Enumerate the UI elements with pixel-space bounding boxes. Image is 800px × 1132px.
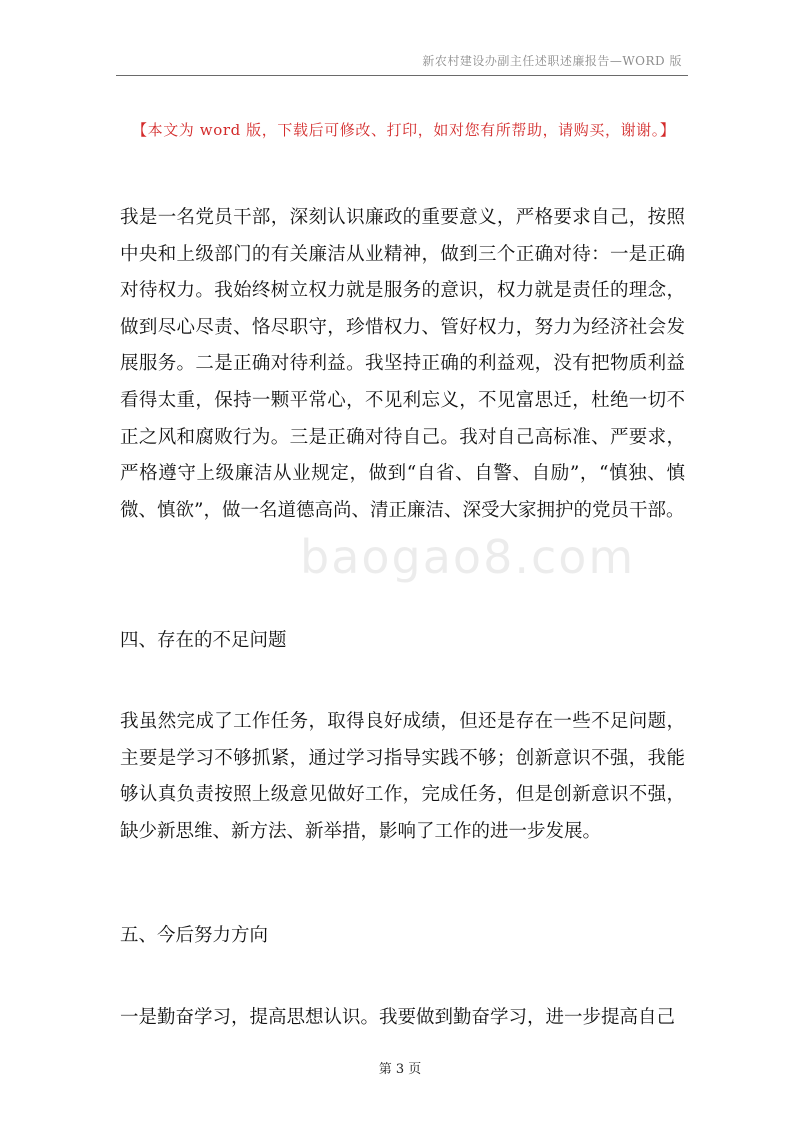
body-paragraph-study: 一是勤奋学习，提高思想认识。我要做到勤奋学习，进一步提高自己: [120, 1007, 676, 1028]
section-heading-future-direction: 五、今后努力方向: [120, 925, 269, 946]
page-number: 第 3 页: [378, 1062, 422, 1077]
body-paragraph-integrity: 我是一名党员干部，深刻认识廉政的重要意义，严格要求自己，按照中央和上级部门的有关廉洁从业精神，做到三个正确对待：一是正确对待权力。我始终树立权力就是服务的意识，权力就是责任的理念，做到尽心尽责、恪尽职守，珍惜权力、管好权力，努力为经济社会发展服务。二是正确对待利益。我坚持正确的利益观，没有把物质利益看得太重，保持一颗平常心，不见利忘义，不见富思迁，杜绝一切不正之风和腐败行为。三是正确对待自己。我对自己高标准、严要求，严格遵守上级廉洁从业规定，做到“自省、自警、自励”，“慎独、慎微、慎欲”，做一名道德高尚、清正廉洁、深受大家拥护的党员干部。: [120, 207, 685, 521]
section-heading-shortcomings: 四、存在的不足问题: [120, 630, 287, 651]
header-divider: [116, 75, 688, 76]
watermark: baogao8.com: [300, 530, 636, 584]
download-notice: 【本文为 word 版，下载后可修改、打印，如对您有所帮助，请购买，谢谢。】: [132, 121, 676, 139]
body-paragraph-shortcomings: 我虽然完成了工作任务，取得良好成绩，但还是存在一些不足问题，主要是学习不够抓紧，通过学习指导实践不够；创新意识不强，我能够认真负责按照上级意见做好工作，完成任务，但是创新意识不强，缺少新思维、新方法、新举措，影响了工作的进一步发展。: [120, 711, 685, 842]
document-header-title: 新农村建设办副主任述职述廉报告—WORD 版: [422, 54, 682, 68]
